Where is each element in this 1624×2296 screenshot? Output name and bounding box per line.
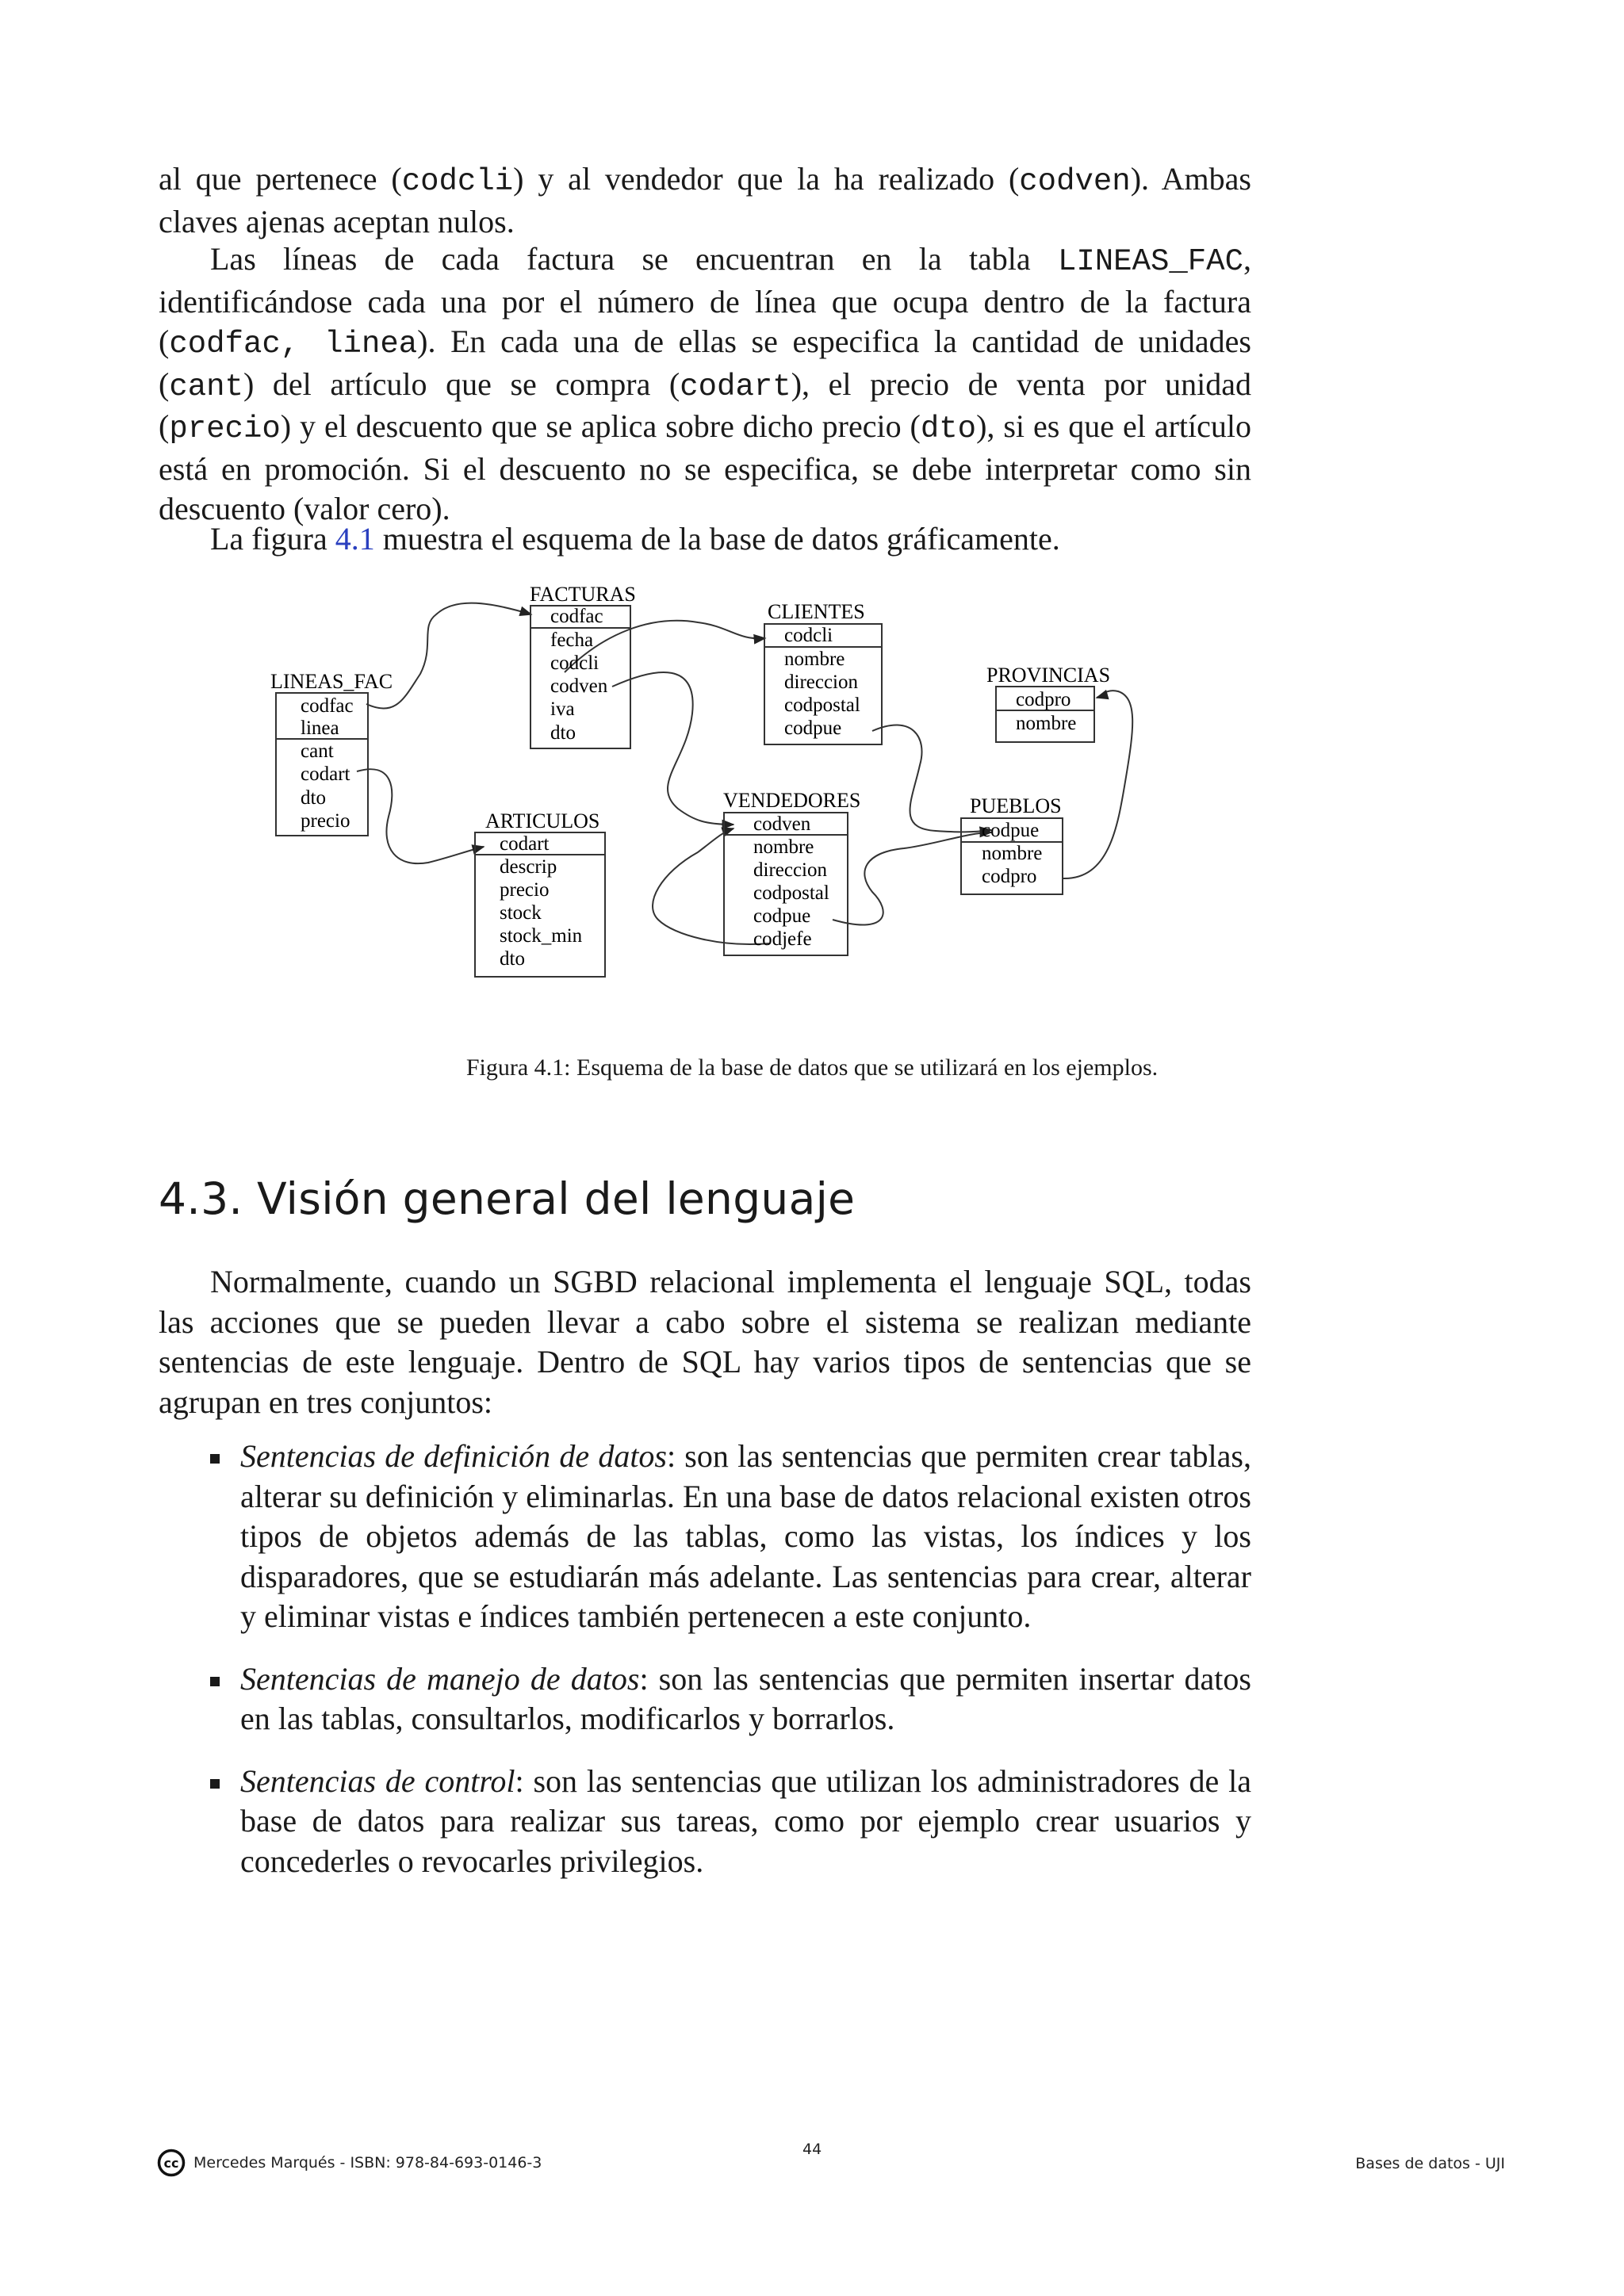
page-number: 44 <box>802 2141 822 2158</box>
cc-glyph: cc <box>163 2156 179 2171</box>
field: nombre <box>784 649 845 670</box>
text: muestra el esquema de la base de datos gráficamente. <box>374 521 1060 557</box>
code-cant: cant <box>169 369 243 404</box>
bullet-text: : son las sentencias que utilizan los administradores de la base de datos para realizar sus tareas, como por ejemplo crear usuarios y concederles o revocarles privilegios. <box>240 1762 1251 1879</box>
table-facturas <box>530 583 636 748</box>
field: stock_min <box>500 925 583 947</box>
table-articulos <box>475 809 605 977</box>
field: descrip <box>500 856 557 878</box>
field: codcli <box>550 652 599 674</box>
footer-author: Mercedes Marqués - ISBN: 978-84-693-0146-3 <box>193 2154 542 2172</box>
bullet-term: Sentencias de definición de datos <box>240 1438 667 1474</box>
field: codpue <box>784 718 842 739</box>
field: nombre <box>753 836 814 858</box>
text: , identificándose cada una por el número de línea que ocupa dentro de la factura ( <box>159 241 1251 359</box>
table-provincias <box>986 664 1110 742</box>
text: al que pertenece ( <box>159 161 402 197</box>
field: codpue <box>753 905 811 927</box>
text: ), el precio de venta por unidad ( <box>159 365 1251 444</box>
list-item <box>159 1659 1251 1739</box>
table-clientes <box>764 600 882 744</box>
table-title: FACTURAS <box>530 583 636 606</box>
bullet-text: : son las sentencias que permiten insertar datos en las tablas, consultarlos, modificarlos y borrarlos. <box>240 1660 1251 1736</box>
field: codpro <box>982 866 1037 887</box>
text: ), si es que el artículo está en promoción. Si el descuento no se especifica, se debe interpretar como sin descuento (valor cero). <box>159 408 1252 526</box>
field: codfac <box>550 606 603 627</box>
field: nombre <box>982 843 1043 864</box>
cc-icon <box>157 2149 186 2177</box>
field: dto <box>500 948 525 970</box>
footer-right: Bases de datos - UJI <box>1355 2155 1505 2172</box>
bullet-term: Sentencias de control <box>240 1762 515 1799</box>
table-lineas-fac <box>270 670 393 836</box>
field: codpostal <box>753 882 829 904</box>
section-title: Visión general del lenguaje <box>256 1173 856 1224</box>
field: codart <box>301 763 350 785</box>
bullet-term: Sentencias de manejo de datos <box>240 1660 640 1697</box>
field: direccion <box>753 859 828 881</box>
code-precio: precio <box>169 411 281 446</box>
field: direccion <box>784 672 859 693</box>
table-pueblos <box>961 794 1063 894</box>
field: precio <box>301 810 350 832</box>
bullet-list <box>159 1437 1251 1881</box>
table-vendedores <box>723 789 860 955</box>
list-item <box>159 1437 1251 1637</box>
field: codven <box>550 675 608 697</box>
field: dto <box>550 722 576 744</box>
paragraph-4: Normalmente, cuando un SGBD relacional implementa el lenguaje SQL, todas las acciones que se pueden llevar a cabo sobre el sistema se realizan mediante sentencias de este lenguaje. Dentro de SQL hay varios tipos de sentencias que se agrupan en tres conjuntos: <box>159 1264 1251 1420</box>
field: dto <box>301 787 326 809</box>
bullet-marker <box>210 1454 220 1464</box>
relationship-lines <box>357 603 1132 944</box>
field: codpro <box>1016 689 1071 710</box>
code-dto: dto <box>920 411 977 446</box>
code-codfac-linea: codfac, linea <box>169 327 418 362</box>
bullet-text: : son las sentencias que permiten crear tablas, alterar su definición y eliminarlas. En una base de datos relacional existen otros tipos de objetos además de las tablas, como las vistas, los índices y los disparadores, que se estudiarán más adelante. Las sentencias para crear, alterar y eliminar vistas e índices también pertenecen a este conjunto. <box>240 1438 1251 1634</box>
field: codart <box>500 833 550 855</box>
field: precio <box>500 879 550 901</box>
list-item <box>159 1762 1251 1882</box>
link-vendedores-pueblos <box>833 832 991 925</box>
text: ) y al vendedor que la ha realizado ( <box>513 161 1020 197</box>
link-vendedores-jefe <box>653 828 769 944</box>
table-title: PROVINCIAS <box>986 664 1111 687</box>
field: codpue <box>982 820 1040 841</box>
field: linea <box>301 718 339 739</box>
text: ) del artículo que se compra ( <box>243 365 680 402</box>
field: codjefe <box>753 928 812 950</box>
field: codfac <box>301 695 354 717</box>
code-codart: codart <box>680 369 791 404</box>
table-title: CLIENTES <box>768 600 865 623</box>
section-heading <box>159 1173 855 1224</box>
code-codcli: codcli <box>401 164 514 199</box>
figure-caption: Figura 4.1: Esquema de la base de datos que se utilizará en los ejemplos. <box>465 1054 1159 1081</box>
field: iva <box>550 698 575 720</box>
table-title: VENDEDORES <box>723 789 861 812</box>
text: Las líneas de cada factura se encuentran en la tabla <box>210 241 1058 277</box>
field: codven <box>753 813 811 835</box>
link-lineasfac-articulos <box>357 769 484 863</box>
section-number: 4.3. <box>159 1173 243 1224</box>
bullet-marker <box>210 1779 220 1789</box>
field: fecha <box>550 629 594 651</box>
footer-left <box>157 2149 542 2177</box>
field: codcli <box>784 625 833 646</box>
table-title: LINEAS_FAC <box>270 670 393 693</box>
field: codpostal <box>784 695 860 716</box>
bullet-marker <box>210 1677 220 1686</box>
table-title: ARTICULOS <box>485 809 600 832</box>
field: nombre <box>1016 713 1077 734</box>
text: ) y el descuento que se aplica sobre dicho precio ( <box>280 408 921 444</box>
code-codven: codven <box>1019 164 1131 199</box>
code-lineas-fac: LINEAS_FAC <box>1057 244 1243 279</box>
field: stock <box>500 902 542 924</box>
table-title: PUEBLOS <box>970 794 1062 817</box>
text: ). En cada una de ellas se especifica la cantidad de unidades ( <box>159 323 1251 402</box>
text: ). Ambas claves ajenas aceptan nulos. <box>159 161 1251 239</box>
figure-ref-link[interactable]: 4.1 <box>335 521 375 557</box>
field: cant <box>301 740 334 762</box>
text: La figura <box>210 521 335 557</box>
schema-diagram <box>0 0 1624 1047</box>
